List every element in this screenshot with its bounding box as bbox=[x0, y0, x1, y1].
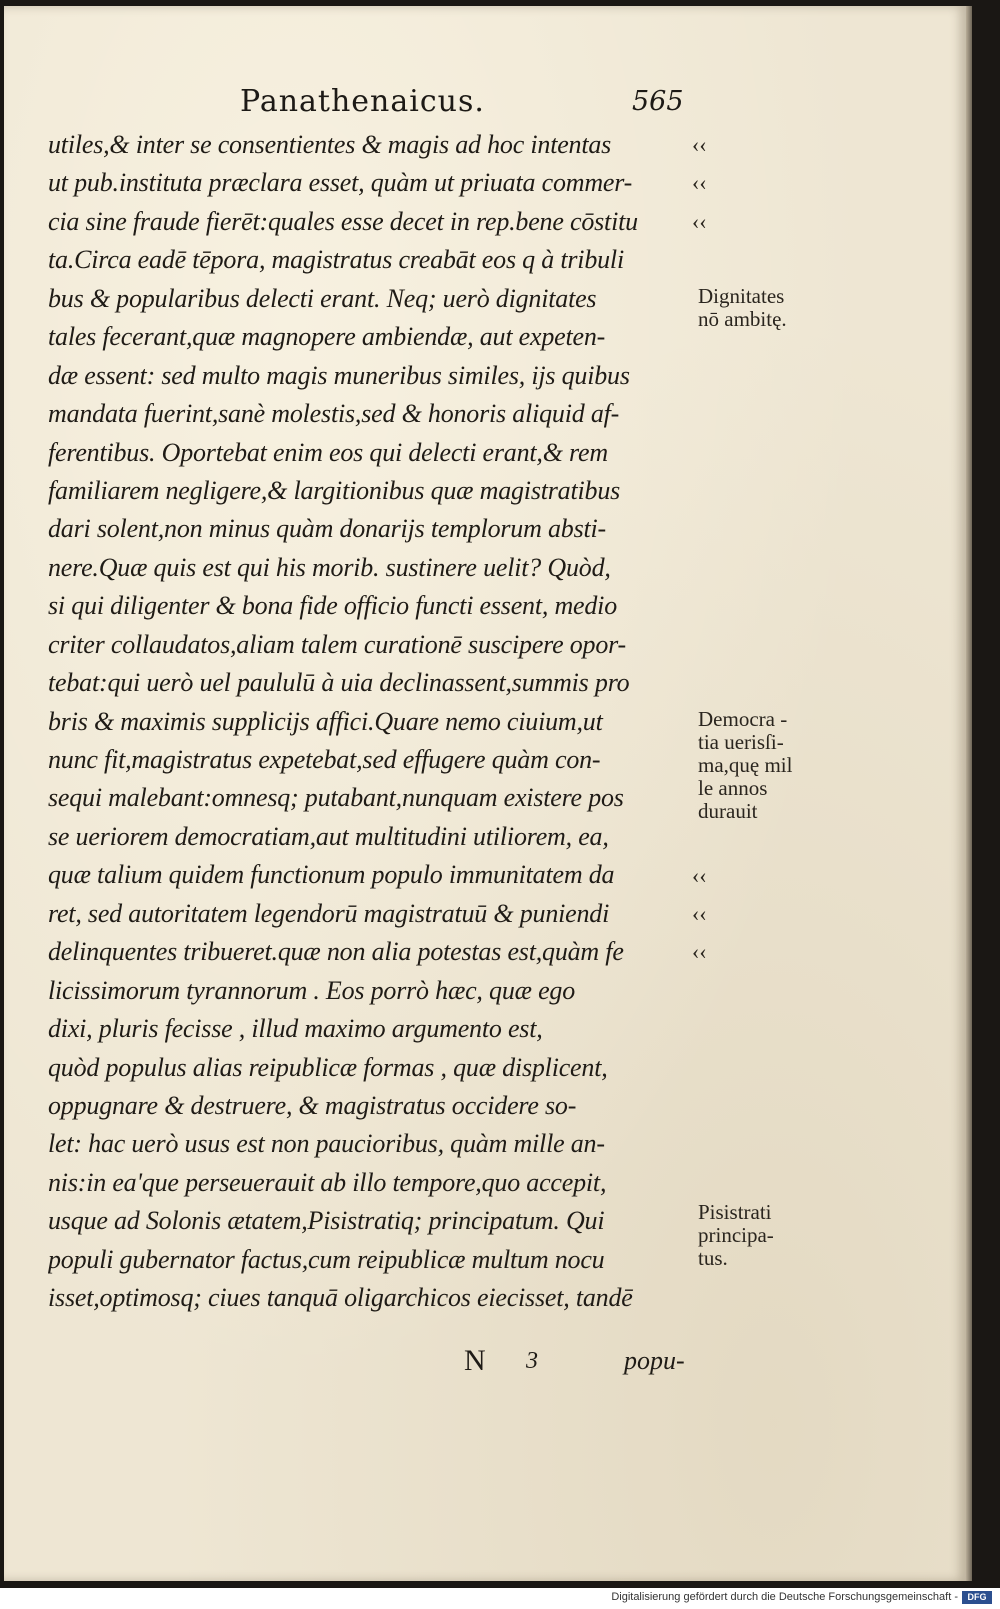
footer-credit: Digitalisierung gefördert durch die Deutsche Forschungsgemeinschaft - bbox=[611, 1591, 958, 1603]
text-line: nis:in ea'que perseuerauit ab illo tempore,quo accepit, bbox=[48, 1167, 607, 1197]
text-line: ret, sed autoritatem legendorū magistratuū & puniendi bbox=[48, 898, 610, 928]
text-line: oppugnare & destruere, & magistratus occidere so- bbox=[48, 1090, 577, 1120]
text-line: bus & popularibus delecti erant. Neq; uerò dignitates bbox=[48, 283, 597, 313]
footer-bar bbox=[0, 1588, 1000, 1609]
quotation-mark: ‹‹ bbox=[692, 208, 707, 234]
book-page bbox=[4, 6, 966, 1581]
margin-note-line: tia uerisſi- bbox=[698, 730, 784, 754]
text-line: se ueriorem democratiam,aut multitudini utiliorem, ea, bbox=[48, 821, 609, 851]
margin-note-line: Democra - bbox=[698, 707, 788, 731]
text-line: sequi malebant:omnesq; putabant,nunquam existere pos bbox=[48, 783, 624, 813]
quotation-mark: ‹‹ bbox=[692, 132, 707, 157]
margin-note-line: Pisistrati bbox=[698, 1200, 772, 1224]
body-text bbox=[48, 126, 693, 1318]
quotation-mark: ‹‹ bbox=[692, 939, 707, 965]
text-line: populi gubernator factus,cum reipublicæ multum nocu bbox=[48, 1244, 605, 1274]
text-line: quæ talium quidem functionum populo immunitatem da bbox=[48, 860, 615, 890]
text-line: dixi, pluris fecisse , illud maximo argumento est, bbox=[48, 1014, 543, 1044]
text-line: delinquentes tribueret.quæ non alia potestas est,quàm fe bbox=[48, 937, 624, 967]
catchline bbox=[4, 1344, 966, 1384]
signature-number: 3 bbox=[526, 1348, 538, 1374]
margin-note-line: tus. bbox=[698, 1246, 728, 1270]
text-line: dari solent,non minus quàm donarijs templorum absti- bbox=[48, 514, 607, 544]
text-line: tales fecerant,quæ magnopere ambiendæ, aut expeten- bbox=[48, 322, 606, 352]
text-line: criter collaudatos,aliam talem curationē suscipere opor- bbox=[48, 629, 627, 659]
page-edge bbox=[966, 6, 972, 1581]
text-line: mandata fuerint,sanè molestis,sed & honoris aliquid af- bbox=[48, 399, 620, 429]
text-line: ta.Circa eadē tēpora, magistratus creabāt eos q à tribuli bbox=[48, 245, 624, 275]
text-line: let: hac uerò usus est non paucioribus, quàm mille an- bbox=[48, 1129, 605, 1159]
margin-note-line: le annos bbox=[698, 776, 768, 800]
margin-note-democratia bbox=[698, 708, 792, 823]
page-title: Panathenaicus. bbox=[240, 84, 485, 119]
dfg-logo: DFG bbox=[962, 1591, 992, 1604]
margin-note-line: Dignitates bbox=[698, 284, 785, 308]
catchword: popu- bbox=[624, 1346, 685, 1375]
quotation-mark: ‹‹ bbox=[692, 901, 707, 926]
quotation-mark: ‹‹ bbox=[692, 170, 707, 196]
text-line: ut pub.instituta præclara esset, quàm ut priuata commer- bbox=[48, 168, 633, 198]
signature-mark: N bbox=[464, 1344, 486, 1377]
margin-note-line: nō ambitę. bbox=[698, 307, 787, 331]
text-line: si qui diligenter & bona fide officio functi essent, medio bbox=[48, 591, 617, 621]
margin-note-line: ma,quę mil bbox=[698, 753, 793, 777]
running-head bbox=[4, 84, 966, 124]
quotation-mark: ‹‹ bbox=[692, 862, 707, 888]
text-line: utiles,& inter se consentientes & magis ad hoc intentas bbox=[48, 130, 612, 159]
text-line: licissimorum tyrannorum . Eos porrò hæc, quæ ego bbox=[48, 975, 576, 1005]
text-line: quòd populus alias reipublicæ formas , quæ displicent, bbox=[48, 1052, 608, 1082]
margin-note-dignitates bbox=[698, 285, 787, 331]
text-line: nere.Quæ quis est qui his morib. sustinere uelit? Quòd, bbox=[48, 552, 611, 582]
text-line: cia sine fraude fierēt:quales esse decet in rep.bene cōstitu bbox=[48, 206, 638, 236]
text-line: familiarem negligere,& largitionibus quæ magistratibus bbox=[48, 475, 621, 505]
text-line: dæ essent: sed multo magis muneribus similes, ijs quibus bbox=[48, 360, 630, 390]
text-line: ferentibus. Oportebat enim eos qui delecti erant,& rem bbox=[48, 437, 608, 467]
text-line: usque ad Solonis ætatem,Pisistratiq; principatum. Qui bbox=[48, 1206, 605, 1236]
text-line: tebat:qui uerò uel paululū à uia declinassent,summis pro bbox=[48, 668, 630, 698]
text-line: nunc fit,magistratus expetebat,sed effugere quàm con- bbox=[48, 745, 601, 774]
text-line: isset,optimosq; ciues tanquā oligarchicos eiecisset, tandē bbox=[48, 1283, 633, 1313]
margin-note-line: durauit bbox=[698, 799, 758, 823]
margin-note-pisistrati bbox=[698, 1201, 774, 1270]
page-number: 565 bbox=[632, 86, 684, 117]
text-line: bris & maximis supplicijs affici.Quare nemo ciuium,ut bbox=[48, 706, 603, 736]
margin-note-line: principa- bbox=[698, 1223, 774, 1247]
